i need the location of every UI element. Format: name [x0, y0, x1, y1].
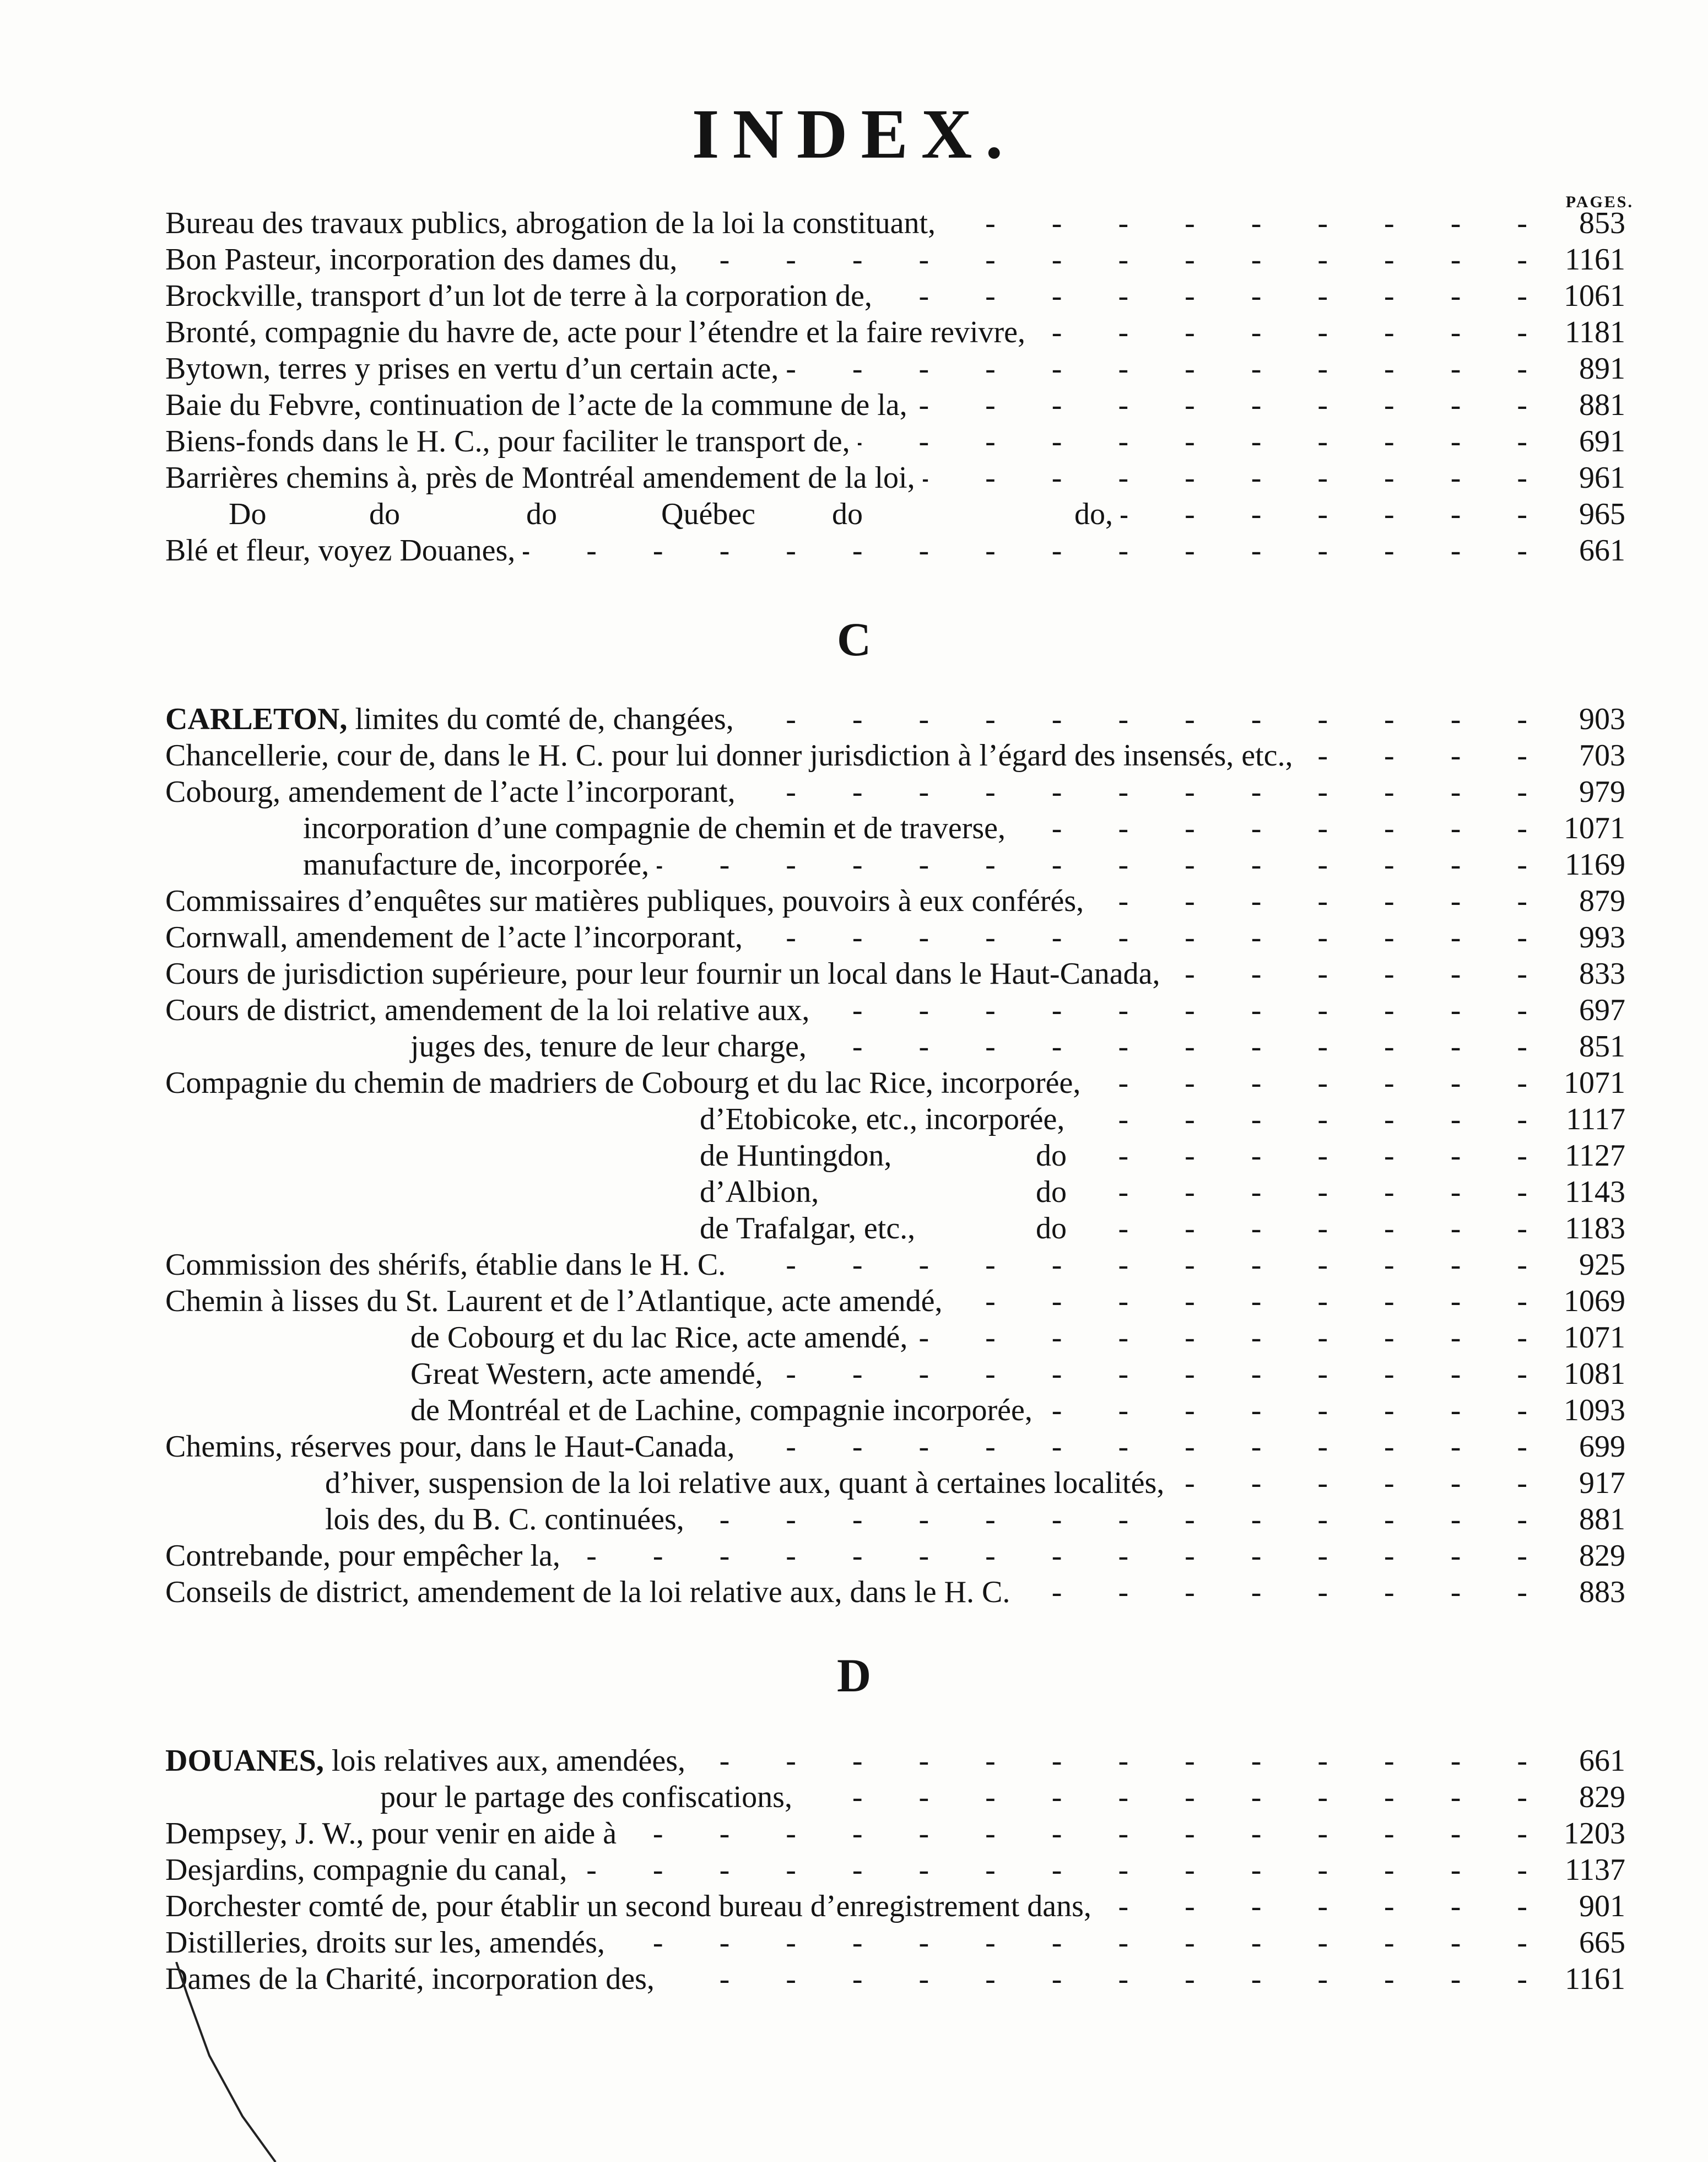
- entry-text: Bytown, terres y prises en vertu d’un certain acte,: [165, 352, 779, 386]
- page-number: 903: [1579, 702, 1625, 736]
- index-entry: [165, 956, 1625, 992]
- entry-text: d’Etobicoke, etc., incorporée,: [700, 1102, 1065, 1136]
- entry-head: CARLETON,: [165, 702, 348, 736]
- entry-text: [165, 1743, 685, 1779]
- page-number: 917: [1579, 1466, 1625, 1500]
- dot-leader: [693, 1743, 1552, 1779]
- index-subentry: [165, 1101, 1625, 1137]
- dot-leader: [950, 1283, 1552, 1319]
- index-entry: [165, 205, 1625, 241]
- entry-rest: limites du comté de, changées,: [347, 702, 734, 736]
- dot-leader: [817, 992, 1552, 1028]
- ditto-place: Québec: [661, 497, 756, 531]
- page-number: 1169: [1565, 848, 1625, 882]
- dot-leader: [733, 1247, 1552, 1283]
- section-letter-d: D: [836, 1649, 872, 1702]
- dot-leader: [1172, 1465, 1552, 1501]
- page-number: 661: [1579, 1744, 1625, 1778]
- page-title: INDEX.: [691, 95, 1017, 173]
- entry-text: Baie du Febvre, continuation de l’acte de la commune de la,: [165, 388, 907, 422]
- dot-leader: [1168, 956, 1552, 992]
- dot-leader: [742, 1428, 1552, 1465]
- page-number: 851: [1579, 1029, 1625, 1064]
- ditto-1: Do: [229, 497, 267, 531]
- entry-text: d’hiver, suspension de la loi relative aux, quant à certaines localités,: [325, 1466, 1165, 1500]
- index-entry: [165, 1815, 1625, 1852]
- entry-text: Great Western, acte amendé,: [410, 1357, 763, 1391]
- index-entry: [165, 774, 1625, 810]
- dot-leader: [786, 351, 1552, 387]
- index-entry: [165, 1574, 1625, 1610]
- page-number: 853: [1579, 206, 1625, 240]
- entry-text: Bronté, compagnie du havre de, acte pour l’étendre et la faire revivre,: [165, 315, 1026, 349]
- entry-text: juges des, tenure de leur charge,: [410, 1029, 807, 1064]
- entry-name: de Huntingdon,: [700, 1139, 892, 1173]
- index-entry: [165, 278, 1625, 314]
- index-subentry: [165, 1356, 1625, 1392]
- entry-text: Cours de district, amendement de la loi relative aux,: [165, 993, 810, 1027]
- page-number: 1161: [1565, 1962, 1625, 1996]
- page-number: 1183: [1565, 1211, 1625, 1246]
- dot-leader: [814, 1028, 1552, 1065]
- entry-text: Barrières chemins à, près de Montréal amendement de la loi,: [165, 461, 915, 495]
- index-entry: [165, 460, 1625, 496]
- page-number: 699: [1579, 1430, 1625, 1464]
- index-entry: [165, 883, 1625, 919]
- page-number: 1061: [1564, 279, 1625, 313]
- dot-leader: [923, 460, 1552, 496]
- entry-text: Cobourg, amendement de l’acte l’incorporant,: [165, 775, 736, 809]
- entry-text: [165, 1137, 1067, 1174]
- index-entry: [165, 919, 1625, 956]
- dot-leader: [1033, 314, 1552, 351]
- ditto-mark: do: [1036, 1175, 1067, 1209]
- page-number: 703: [1579, 738, 1625, 773]
- entry-text: Distilleries, droits sur les, amendés,: [165, 1926, 605, 1960]
- page-number: 1181: [1565, 315, 1625, 349]
- index-entry: [165, 1247, 1625, 1283]
- index-subentry: [165, 1210, 1625, 1247]
- page-number: 879: [1579, 884, 1625, 918]
- index-subentry: [165, 1501, 1625, 1538]
- entry-text: Biens-fonds dans le H. C., pour faciliter le transport de,: [165, 424, 850, 459]
- entry-text: Chemins, réserves pour, dans le Haut-Canada,: [165, 1430, 735, 1464]
- index-subentry: [165, 1779, 1625, 1815]
- entry-text: lois des, du B. C. continuées,: [325, 1502, 684, 1536]
- page-number: 883: [1579, 1575, 1625, 1609]
- entry-text: [165, 1174, 1067, 1210]
- dot-leader: [743, 774, 1552, 810]
- index-entry: [165, 701, 1625, 737]
- entry-text: Blé et fleur, voyez Douanes,: [165, 533, 516, 568]
- section-letter-c: C: [836, 613, 872, 666]
- dot-leader: [1072, 1101, 1552, 1137]
- dot-leader: [1301, 737, 1552, 774]
- ditto-2: do: [369, 497, 400, 531]
- dot-leader: [685, 241, 1552, 278]
- dot-leader: [800, 1779, 1552, 1815]
- page-number: 1161: [1565, 242, 1625, 277]
- index-subentry: [165, 1392, 1625, 1428]
- entry-text: [165, 701, 734, 737]
- page-number: 691: [1579, 424, 1625, 459]
- dot-leader: [858, 423, 1552, 460]
- entry-text: Desjardins, compagnie du canal,: [165, 1853, 567, 1887]
- dot-leader: [742, 701, 1552, 737]
- dot-leader: [915, 1319, 1552, 1356]
- index-entry: [165, 1888, 1625, 1924]
- index-subentry: [165, 1465, 1625, 1501]
- index-entry: [165, 241, 1625, 278]
- index-entry: [165, 351, 1625, 387]
- page-number: 829: [1579, 1539, 1625, 1573]
- ditto-mark: do: [1036, 1139, 1067, 1173]
- page-number: 979: [1579, 775, 1625, 809]
- entry-text: Dorchester comté de, pour établir un second bureau d’enregistrement dans,: [165, 1889, 1091, 1923]
- entry-text: Compagnie du chemin de madriers de Cobourg et du lac Rice, incorporée,: [165, 1066, 1081, 1100]
- entry-head: DOUANES,: [165, 1744, 324, 1778]
- entry-text: Commissaires d’enquêtes sur matières publiques, pouvoirs à eux conférés,: [165, 884, 1084, 918]
- entry-text: Cours de jurisdiction supérieure, pour leur fournir un local dans le Haut-Canada,: [165, 957, 1160, 991]
- page-number: 1071: [1564, 1320, 1625, 1355]
- dot-leader: [1013, 810, 1552, 847]
- dot-leader: [1074, 1210, 1552, 1247]
- page-number: 1071: [1564, 1066, 1625, 1100]
- index-entry: [165, 737, 1625, 774]
- entry-name: d’Albion,: [700, 1175, 819, 1209]
- index-subentry: [165, 1319, 1625, 1356]
- index-entry: [165, 1852, 1625, 1888]
- page-number: 661: [1579, 533, 1625, 568]
- index-entry: [165, 1743, 1625, 1779]
- dot-leader: [1018, 1574, 1552, 1610]
- page-number: 833: [1579, 957, 1625, 991]
- page-number: 1093: [1564, 1393, 1625, 1427]
- entry-text: pour le partage des confiscations,: [380, 1780, 792, 1814]
- index-entry: [165, 992, 1625, 1028]
- dot-leader: [662, 1961, 1552, 1997]
- index-entry: [165, 423, 1625, 460]
- dot-leader: [1074, 1137, 1552, 1174]
- entry-text: Chancellerie, cour de, dans le H. C. pour lui donner jurisdiction à l’égard des insensés, etc.,: [165, 738, 1293, 773]
- index-entry: [165, 1428, 1625, 1465]
- dot-leader: [613, 1924, 1552, 1961]
- entry-text: [165, 1210, 1067, 1247]
- page-number: 697: [1579, 993, 1625, 1027]
- page-number: 961: [1579, 461, 1625, 495]
- pages-column-heading: PAGES.: [1565, 193, 1634, 211]
- index-subentry: [165, 1028, 1625, 1065]
- page-number: 829: [1579, 1780, 1625, 1814]
- dot-leader: [1121, 496, 1552, 532]
- page-number: 993: [1579, 920, 1625, 955]
- page-number: 881: [1579, 388, 1625, 422]
- dot-leader: [915, 387, 1552, 423]
- ditto-3: do: [526, 497, 557, 531]
- entry-text: Chemin à lisses du St. Laurent et de l’Atlantique, acte amendé,: [165, 1284, 943, 1318]
- index-entry: [165, 1924, 1625, 1961]
- dot-leader: [771, 1356, 1552, 1392]
- index-entry: [165, 1283, 1625, 1319]
- entry-text: Brockville, transport d’un lot de terre à la corporation de,: [165, 279, 872, 313]
- dot-leader: [657, 847, 1552, 883]
- entry-text: Commission des shérifs, établie dans le H. C.: [165, 1248, 726, 1282]
- dot-leader: [575, 1852, 1552, 1888]
- dot-leader: [1040, 1392, 1552, 1428]
- dot-leader: [624, 1815, 1552, 1852]
- index-entry: [165, 1961, 1625, 1997]
- page-number: 1117: [1566, 1102, 1625, 1136]
- index-entry-ditto: [165, 496, 1625, 532]
- entry-rest: lois relatives aux, amendées,: [323, 1744, 686, 1778]
- page-number: 1071: [1564, 811, 1625, 845]
- page-number: 665: [1579, 1926, 1625, 1960]
- ditto-text: [165, 496, 1113, 532]
- entry-text: Bureau des travaux publics, abrogation de la loi la constituant,: [165, 206, 936, 240]
- index-entry: [165, 1538, 1625, 1574]
- page-number: 1069: [1564, 1284, 1625, 1318]
- dot-leader: [880, 278, 1552, 314]
- dot-leader: [1088, 1065, 1552, 1101]
- index-subentry: [165, 847, 1625, 883]
- dot-leader: [943, 205, 1552, 241]
- dot-leader: [750, 919, 1552, 956]
- entry-text: incorporation d’une compagnie de chemin et de traverse,: [303, 811, 1006, 845]
- ditto-6: do,: [1074, 497, 1113, 531]
- entry-text: Dames de la Charité, incorporation des,: [165, 1962, 655, 1996]
- page-number: 1127: [1565, 1139, 1625, 1173]
- ditto-5: do: [832, 497, 863, 531]
- index-subentry: [165, 1174, 1625, 1210]
- index-entry: [165, 532, 1625, 569]
- page-number: 881: [1579, 1502, 1625, 1536]
- entry-text: Bon Pasteur, incorporation des dames du,: [165, 242, 678, 277]
- pen-stroke-mark: [165, 1962, 298, 2162]
- dot-leader: [1074, 1174, 1552, 1210]
- dot-leader: [568, 1538, 1552, 1574]
- page-number: 925: [1579, 1248, 1625, 1282]
- dot-leader: [523, 532, 1552, 569]
- dot-leader: [1099, 1888, 1552, 1924]
- page-number: 891: [1579, 352, 1625, 386]
- page-number: 1137: [1565, 1853, 1625, 1887]
- entry-text: manufacture de, incorporée,: [303, 848, 650, 882]
- entry-text: Cornwall, amendement de l’acte l’incorporant,: [165, 920, 743, 955]
- entry-text: de Montréal et de Lachine, compagnie incorporée,: [410, 1393, 1033, 1427]
- page-number: 1203: [1564, 1816, 1625, 1851]
- index-subentry: [165, 810, 1625, 847]
- page-number: 901: [1579, 1889, 1625, 1923]
- entry-text: Contrebande, pour empêcher la,: [165, 1539, 560, 1573]
- index-entry: [165, 1065, 1625, 1101]
- page-number: 965: [1579, 497, 1625, 531]
- entry-text: Dempsey, J. W., pour venir en aide à: [165, 1816, 617, 1851]
- entry-name: de Trafalgar, etc.,: [700, 1211, 916, 1246]
- index-entry: [165, 314, 1625, 351]
- dot-leader: [692, 1501, 1552, 1538]
- page-number: 1143: [1565, 1175, 1625, 1209]
- entry-text: Conseils de district, amendement de la loi relative aux, dans le H. C.: [165, 1575, 1010, 1609]
- dot-leader: [1091, 883, 1552, 919]
- page-number: 1081: [1564, 1357, 1625, 1391]
- entry-text: de Cobourg et du lac Rice, acte amendé,: [410, 1320, 908, 1355]
- index-entry: [165, 387, 1625, 423]
- ditto-mark: do: [1036, 1211, 1067, 1246]
- index-subentry: [165, 1137, 1625, 1174]
